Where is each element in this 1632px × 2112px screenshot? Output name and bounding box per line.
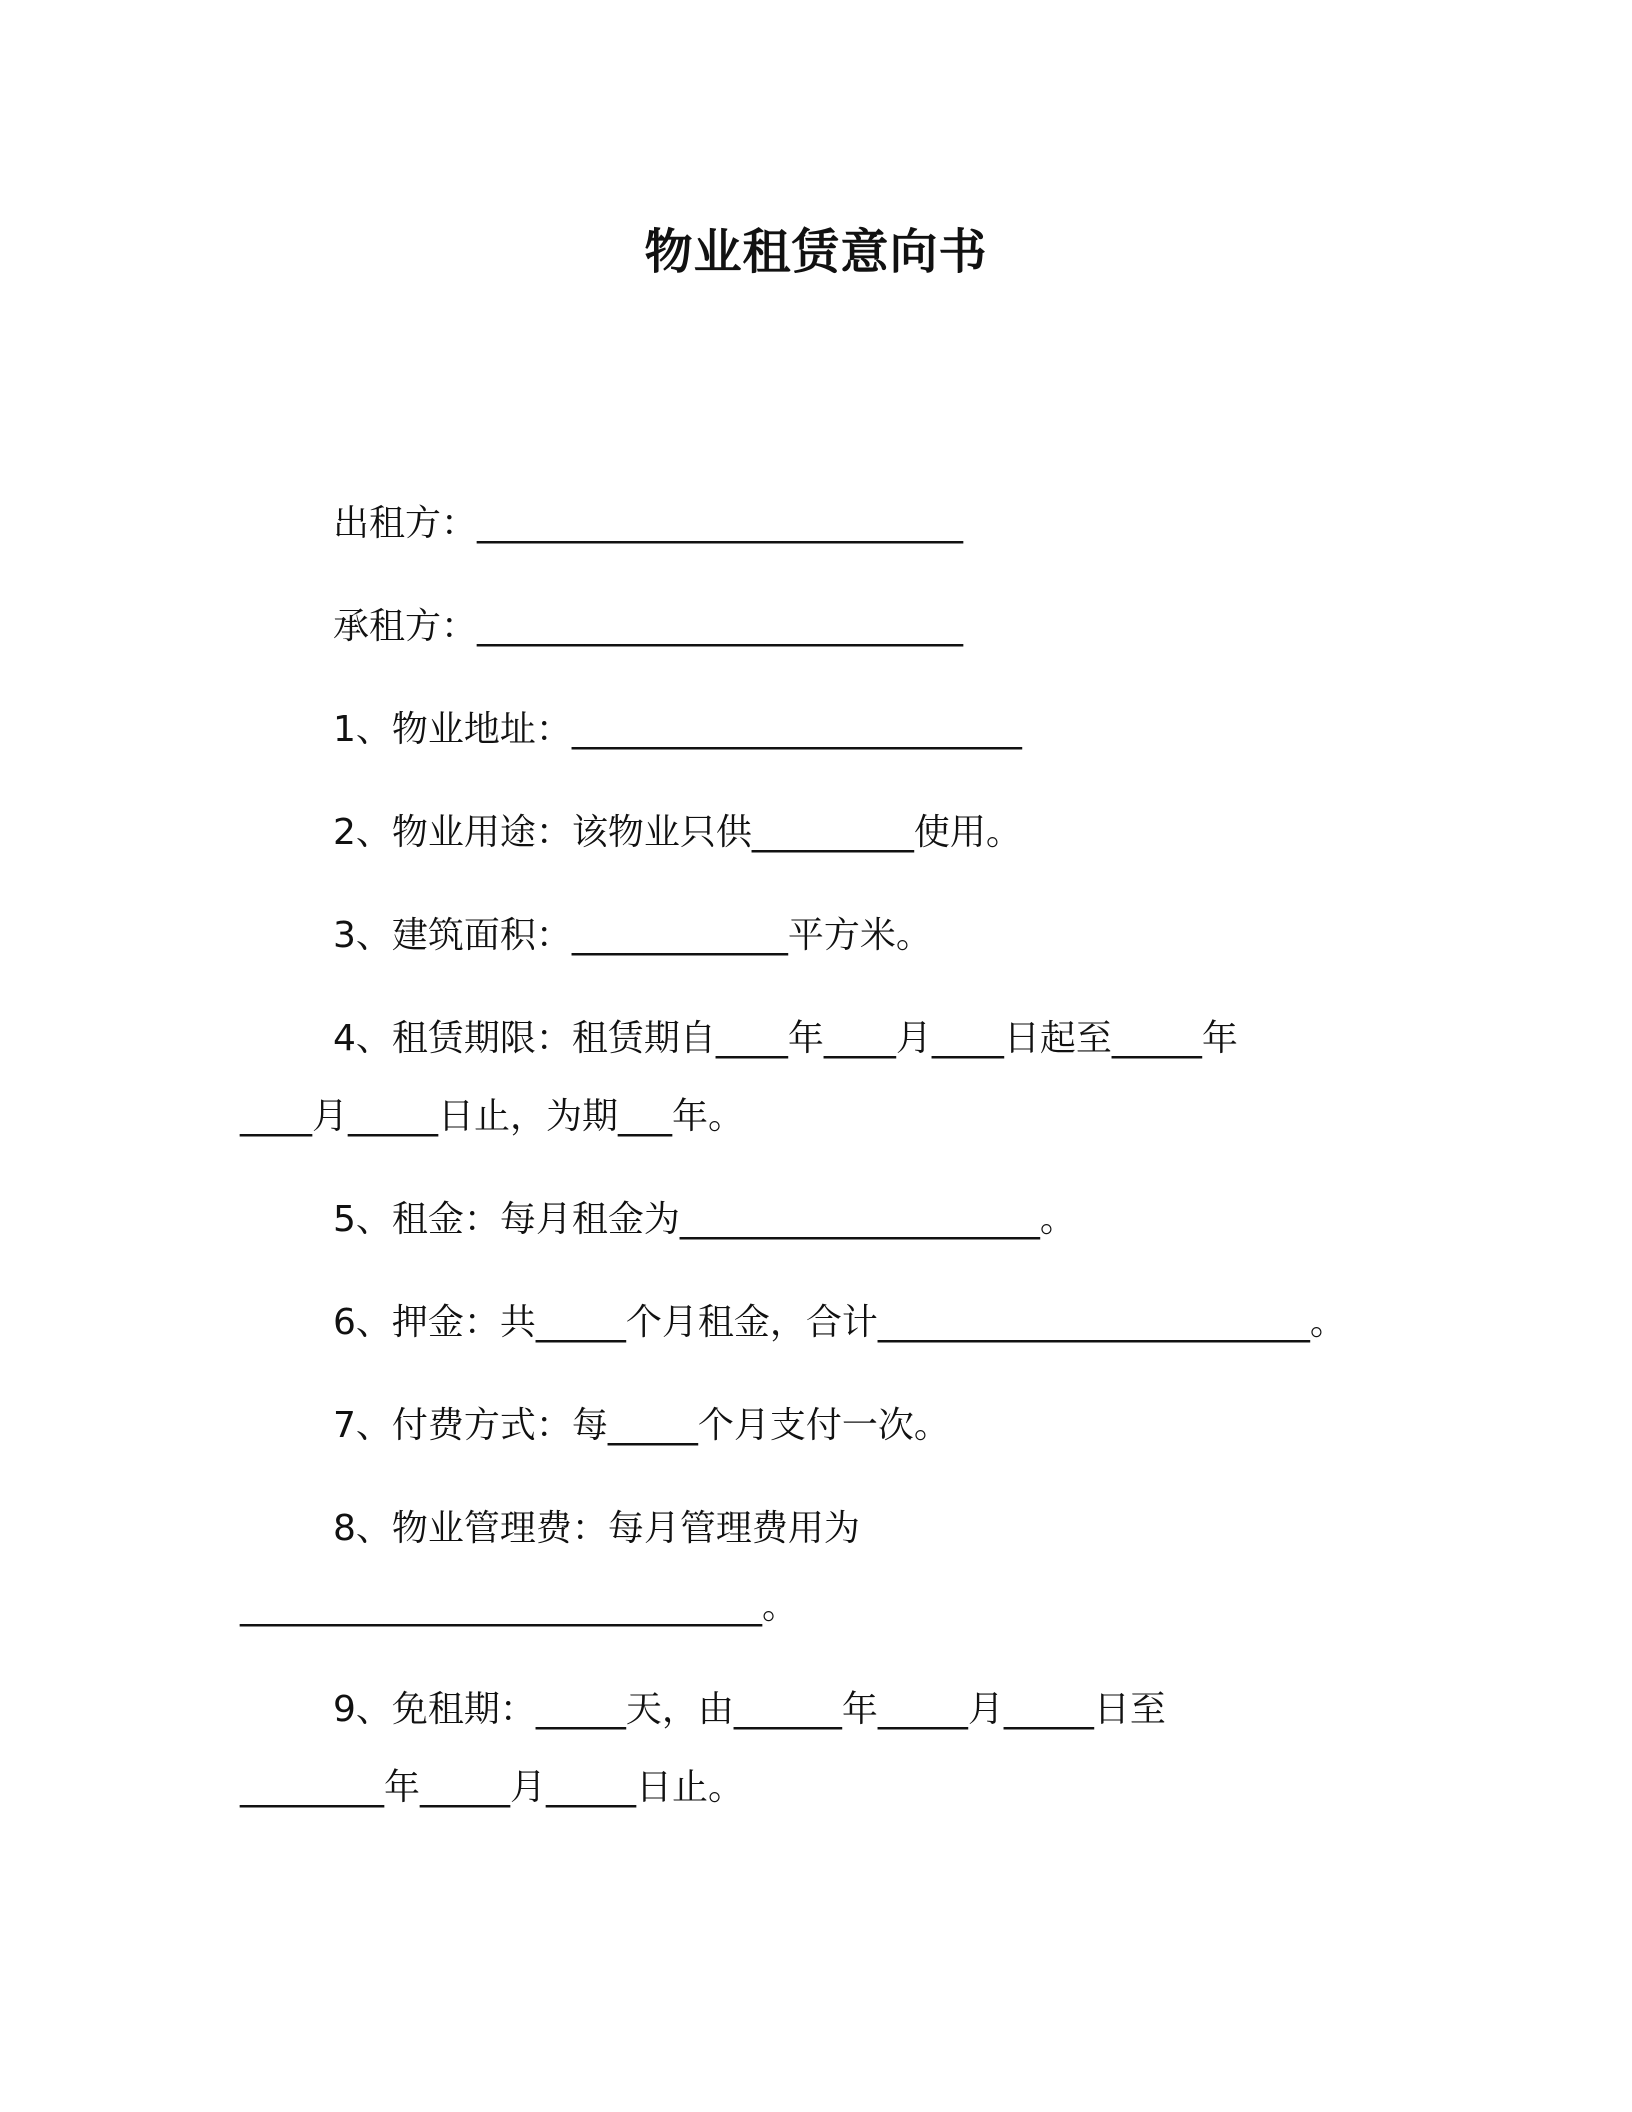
clause-1-property-address: 1、物业地址：_________________________ xyxy=(333,709,1022,750)
clause-6-deposit: 6、押金：共_____个月租金，合计________________________。 xyxy=(333,1302,1346,1343)
clause-3-building-area: 3、建筑面积：____________平方米。 xyxy=(333,915,932,956)
lessor-line: 出租方：___________________________ xyxy=(333,503,964,544)
clause-9-rent-free-period: 9、免租期：_____天，由______年_____月_____日至 xyxy=(333,1689,1166,1730)
clause-9-rent-free-period-continued: ________年_____月_____日止。 xyxy=(240,1767,745,1808)
clause-7-payment-method: 7、付费方式：每_____个月支付一次。 xyxy=(333,1405,950,1446)
clause-4-lease-term-continued: ____月_____日止，为期___年。 xyxy=(240,1096,745,1137)
clause-2-property-use: 2、物业用途：该物业只供_________使用。 xyxy=(333,812,1022,853)
document-title: 物业租赁意向书 xyxy=(644,224,988,280)
clause-8-management-fee-continued: _____________________________。 xyxy=(240,1586,798,1627)
clause-4-lease-term: 4、租赁期限：租赁期自____年____月____日起至_____年 xyxy=(333,1018,1238,1059)
clause-5-rent: 5、租金：每月租金为____________________。 xyxy=(333,1199,1076,1240)
lessee-line: 承租方：___________________________ xyxy=(333,606,964,647)
clause-8-management-fee: 8、物业管理费：每月管理费用为 xyxy=(333,1508,860,1549)
